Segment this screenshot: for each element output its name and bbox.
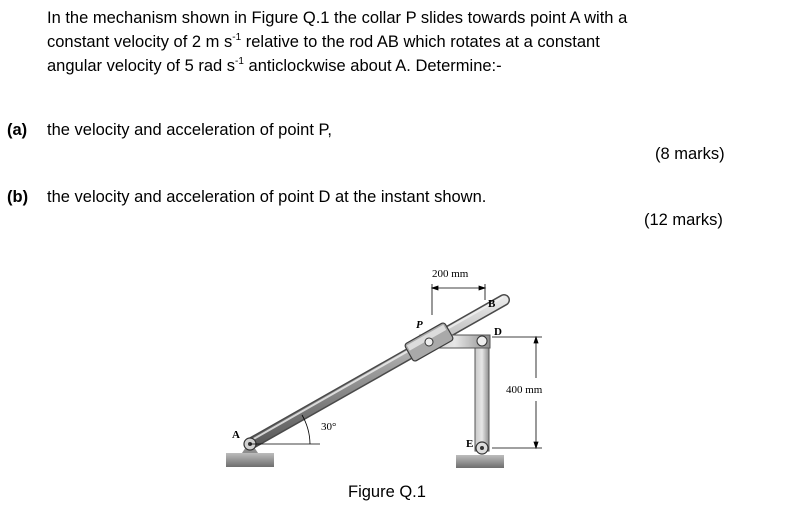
intro-line-3 [47,54,737,78]
pin-p [425,338,433,346]
figure-caption: Figure Q.1 [348,483,426,501]
link-de [475,337,489,451]
problem-statement [47,6,737,78]
pivot-e-pin [480,446,484,450]
question-a-marks: (8 marks) [655,145,725,163]
superscript: -1 [232,31,242,43]
label-e: E [466,438,474,450]
question-b-marks: (12 marks) [644,211,723,229]
label-200mm: 200 mm [432,268,469,280]
label-400mm: 400 mm [506,384,543,396]
label-b: B [488,298,496,310]
label-d: D [494,326,502,338]
intro-line-2 [47,30,737,54]
superscript: -1 [235,55,244,67]
question-a-label: (a) [7,121,28,139]
question-b-text: the velocity and acceleration of point D at the instant shown. [47,188,487,206]
intro-line-3-text: angular velocity of 5 rad s [47,57,236,75]
question-a-text: the velocity and acceleration of point P, [47,121,332,139]
intro-line-1: In the mechanism shown in Figure Q.1 the collar P slides towards point A with a [47,9,628,27]
label-a: A [232,429,240,441]
mechanism-diagram [220,255,590,470]
label-angle: 30° [321,421,337,433]
mechanism-figure [220,255,590,470]
question-b-label: (b) [7,188,29,206]
label-p: P [416,319,423,331]
intro-line-2-rest: relative to the rod AB which rotates at a constant [241,33,600,51]
pin-d [477,336,487,346]
intro-line-3-rest: anticlockwise about A. Determine:- [243,57,502,75]
intro-line-2-text: constant velocity of 2 m s [47,33,233,51]
ground-support-e [456,455,504,468]
rod-ab [250,297,504,444]
